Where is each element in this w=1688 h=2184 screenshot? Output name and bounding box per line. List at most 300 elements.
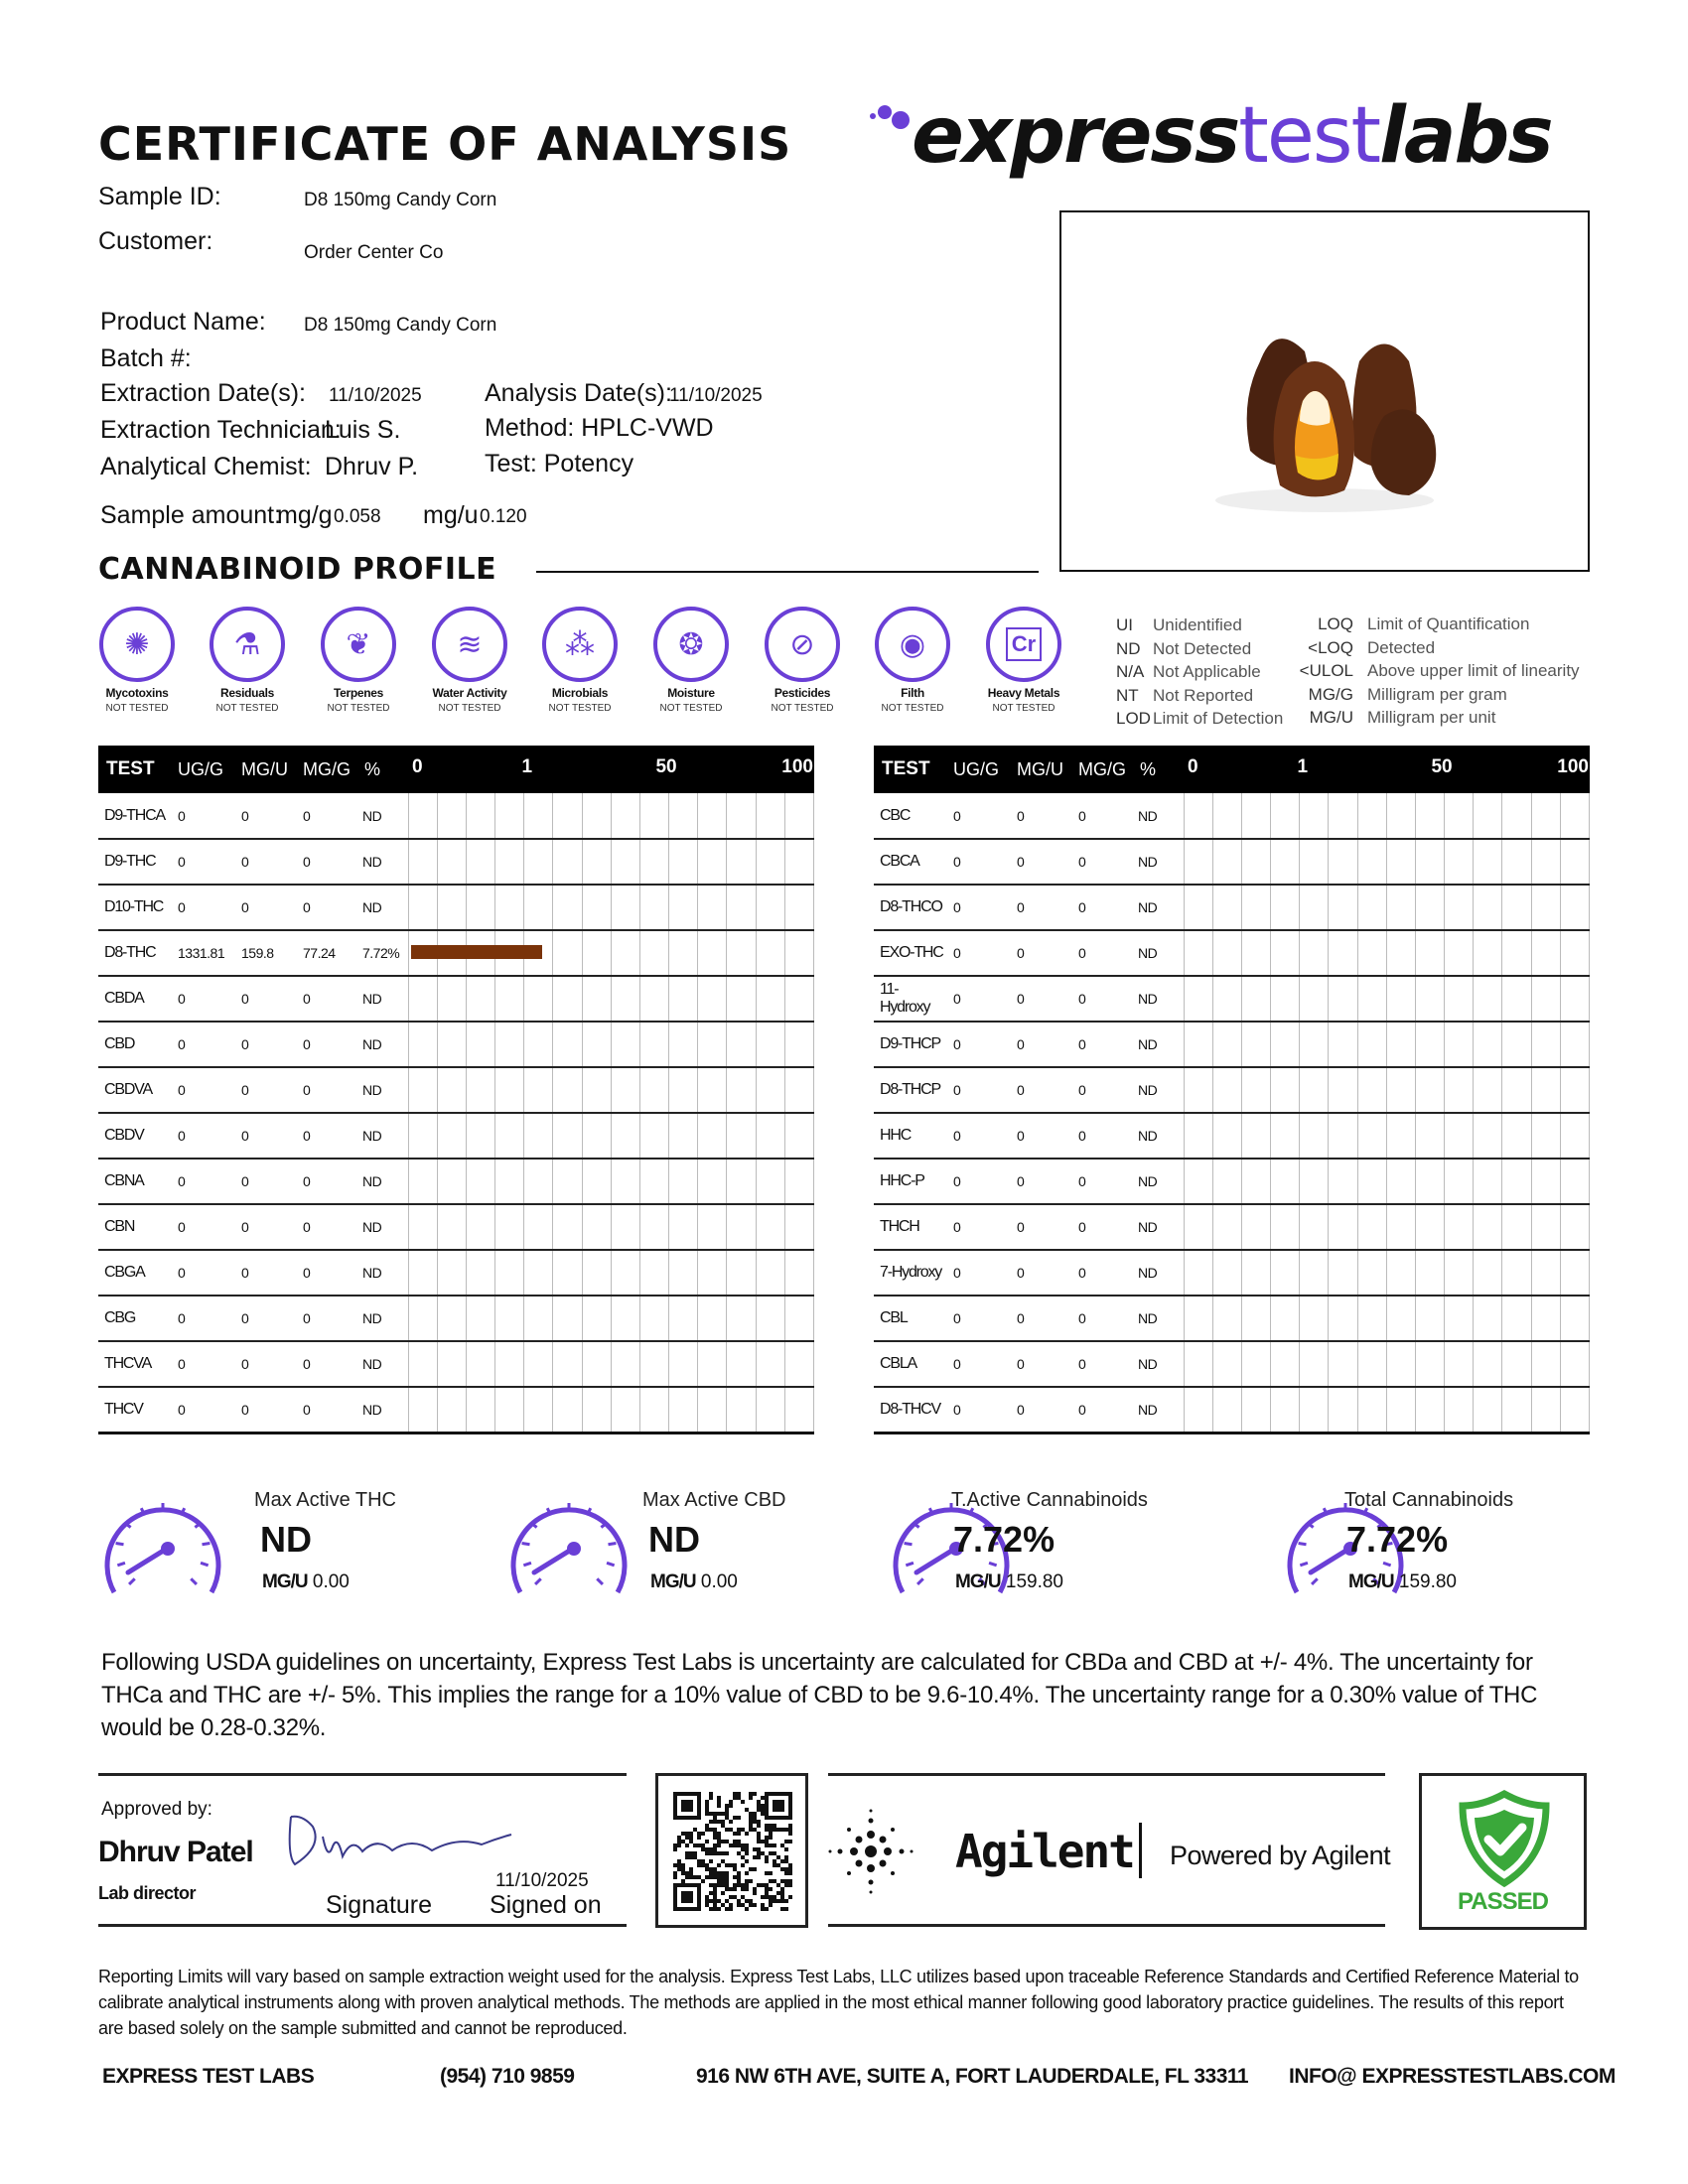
bar-cell (1184, 885, 1590, 930)
mgg-value: 0 (1070, 1341, 1132, 1387)
summary-value: 7.72% (1346, 1519, 1449, 1560)
mgu-value: 0 (1009, 1159, 1070, 1204)
analyte-name: THCH (874, 1204, 945, 1250)
mgg-value: 0 (295, 793, 356, 839)
mgu-value: 0 (1009, 1296, 1070, 1341)
mgg-value: 0 (1070, 1204, 1132, 1250)
bar-cell (1184, 1341, 1590, 1387)
bar-cell (1184, 839, 1590, 885)
analyte-name: CBDVA (98, 1067, 170, 1113)
bar-d8-thc (411, 945, 543, 959)
mgu-value: 0 (233, 1387, 295, 1433)
table-row (98, 1250, 814, 1296)
bar-cell (1184, 1387, 1590, 1433)
brand-logo: expresstestlabs (912, 91, 1552, 181)
mgg-value: 0 (295, 1250, 356, 1296)
scale-header (1184, 746, 1590, 793)
ugg-value: 0 (170, 1387, 233, 1433)
ugg-value: 0 (170, 1250, 233, 1296)
legend-item: <LOQ Detected (1308, 637, 1436, 657)
table-row (98, 1204, 814, 1250)
percent-value: ND (356, 1204, 408, 1250)
analyte-name: D8-THC (98, 930, 170, 976)
ugg-value: 0 (945, 930, 1009, 976)
mgg-value: 0 (295, 1296, 356, 1341)
agilent-brand: Agilent (955, 1825, 1134, 1878)
table-row (874, 930, 1590, 976)
approval-bottom-line (98, 1924, 627, 1927)
summary-label: Max Active THC (254, 1489, 396, 1511)
cannabinoid-table-left (98, 746, 814, 1434)
analyte-name: CBN (98, 1204, 170, 1250)
gauge-icon (98, 1489, 227, 1598)
percent-value: ND (1132, 1113, 1184, 1159)
mgg-value: 0 (1070, 1113, 1132, 1159)
percent-value: ND (356, 793, 408, 839)
percent-value: ND (1132, 1204, 1184, 1250)
mgg-value: 0 (295, 1341, 356, 1387)
summary-mgu: MG/U 159.80 (1348, 1571, 1458, 1592)
water-icon: ≋ (432, 607, 507, 682)
bar-cell (408, 839, 814, 885)
approval-top-line (98, 1773, 627, 1776)
summary-label: Total Cannabinoids (1344, 1489, 1514, 1511)
scale-label: 0 (1188, 756, 1198, 777)
mgg-value: 0 (1070, 976, 1132, 1022)
percent-value: ND (356, 839, 408, 885)
test-name: Mycotoxins (105, 686, 169, 700)
test-status: NOT TESTED (215, 703, 279, 714)
bar-cell (1184, 1296, 1590, 1341)
test-terpenes (309, 607, 408, 714)
table-row (98, 1159, 814, 1204)
ugg-value: 1331.81 (170, 930, 233, 976)
customer-label: Customer: (98, 227, 213, 255)
mgg-value: 0 (1070, 885, 1132, 930)
percent-value: ND (356, 1341, 408, 1387)
mgu-value: 0 (233, 1250, 295, 1296)
scale-label: 0 (412, 756, 423, 777)
test-status: NOT TESTED (105, 703, 169, 714)
percent-value: ND (356, 1022, 408, 1067)
test-status: NOT TESTED (438, 703, 501, 714)
mgg-value: 0 (295, 976, 356, 1022)
qr-code-frame[interactable] (655, 1773, 808, 1928)
mgg-value: 0 (295, 1067, 356, 1113)
ugg-value: 0 (170, 1067, 233, 1113)
mgg-value: 0.058 (334, 506, 381, 527)
mgg-value: 0 (1070, 1250, 1132, 1296)
batch-label: Batch #: (100, 344, 192, 372)
table-row (874, 1067, 1590, 1113)
bar-cell (408, 1250, 814, 1296)
spray-icon: ⊘ (765, 607, 840, 682)
test-name: Heavy Metals (987, 686, 1060, 700)
agilent-spark-icon (826, 1807, 915, 1896)
bar-cell (1184, 793, 1590, 839)
mgg-value: 0 (1070, 1022, 1132, 1067)
summary-value: ND (648, 1519, 700, 1560)
table-row (98, 1067, 814, 1113)
mgg-value: 0 (295, 885, 356, 930)
mgg-value: 0 (295, 1159, 356, 1204)
bar-cell (1184, 1204, 1590, 1250)
test-name: Filth (901, 686, 924, 700)
ugg-value: 0 (945, 793, 1009, 839)
table-row (98, 930, 814, 976)
percent-value: ND (356, 976, 408, 1022)
summary-mgu: MG/U 0.00 (650, 1571, 738, 1592)
chemist-value: Dhruv P. (325, 453, 419, 480)
page-title: CERTIFICATE OF ANALYSIS (98, 117, 792, 171)
percent-value: ND (356, 1250, 408, 1296)
ugg-value: 0 (945, 1159, 1009, 1204)
column-header: UG/G (170, 746, 233, 793)
column-header: TEST (874, 746, 945, 793)
bar-cell (408, 1022, 814, 1067)
approver-role: Lab director (98, 1883, 197, 1903)
sample-id-value: D8 150mg Candy Corn (304, 190, 497, 210)
analyte-name: CBL (874, 1296, 945, 1341)
percent-value: ND (1132, 839, 1184, 885)
mgu-value: 0.120 (480, 506, 527, 527)
approver-name: Dhruv Patel (98, 1836, 253, 1868)
ugg-value: 0 (945, 1387, 1009, 1433)
test-residuals (198, 607, 297, 714)
mgu-value: 0 (1009, 793, 1070, 839)
analyte-name: CBDV (98, 1113, 170, 1159)
ugg-value: 0 (170, 1022, 233, 1067)
analyte-name: D9-THCP (874, 1022, 945, 1067)
mgu-value: 0 (1009, 930, 1070, 976)
percent-value: ND (356, 885, 408, 930)
mgu-value: 0 (1009, 976, 1070, 1022)
ugg-value: 0 (945, 839, 1009, 885)
ugg-value: 0 (945, 1204, 1009, 1250)
summary-label: T.Active Cannabinoids (951, 1489, 1148, 1511)
scale-label: 100 (1557, 756, 1589, 777)
mgu-value: 0 (233, 1296, 295, 1341)
mgu-value: 0 (1009, 839, 1070, 885)
mgu-value: 0 (233, 1067, 295, 1113)
analyte-name: D8-THCO (874, 885, 945, 930)
legend-item: LOD Limit of Detection (1116, 709, 1284, 728)
mgu-value: 0 (233, 1341, 295, 1387)
ugg-value: 0 (945, 1022, 1009, 1067)
legend-item: MG/U Milligram per unit (1309, 708, 1496, 727)
approved-by-label: Approved by: (101, 1799, 212, 1820)
bar-cell (408, 793, 814, 839)
analyte-name: D10-THC (98, 885, 170, 930)
mgg-value: 0 (1070, 1159, 1132, 1204)
flask-icon: ⚗ (210, 607, 285, 682)
test-pesticides (753, 607, 852, 714)
footer-address: 916 NW 6TH AVE, SUITE A, FORT LAUDERDALE, FL 33311 (696, 2065, 1249, 2088)
mgg-value: 0 (1070, 793, 1132, 839)
table-row (98, 976, 814, 1022)
scale-header (408, 746, 814, 793)
table-row (874, 1341, 1590, 1387)
logo-bubbles-icon (867, 102, 914, 138)
mgg-value: 0 (1070, 839, 1132, 885)
mgu-value: 0 (1009, 1022, 1070, 1067)
bar-cell (408, 885, 814, 930)
test-heavy-metals (974, 607, 1073, 714)
summary-value: ND (260, 1519, 312, 1560)
test-name: Terpenes (333, 686, 384, 700)
analyte-name: CBLA (874, 1341, 945, 1387)
test-status: NOT TESTED (548, 703, 612, 714)
analyte-name: HHC-P (874, 1159, 945, 1204)
percent-value: 7.72% (356, 930, 408, 976)
analyte-name: CBGA (98, 1250, 170, 1296)
analyte-name: CBD (98, 1022, 170, 1067)
drops-icon: ❂ (653, 607, 729, 682)
analyte-name: CBCA (874, 839, 945, 885)
table-row (874, 1250, 1590, 1296)
test-name: Pesticides (774, 686, 831, 700)
ugg-value: 0 (945, 1113, 1009, 1159)
test-value: Test: Potency (485, 450, 634, 478)
table-row (874, 976, 1590, 1022)
technician-value: Luis S. (325, 416, 401, 444)
analyte-name: D8-THCP (874, 1067, 945, 1113)
mgu-value: 0 (233, 1113, 295, 1159)
bar-cell (408, 1067, 814, 1113)
shield-check-icon (1455, 1788, 1554, 1887)
table-row (874, 1204, 1590, 1250)
signed-date: 11/10/2025 (495, 1870, 589, 1891)
leaf-icon: ❦ (321, 607, 396, 682)
signature-graphic (283, 1807, 521, 1876)
percent-value: ND (1132, 976, 1184, 1022)
ugg-value: 0 (170, 1296, 233, 1341)
section-title: CANNABINOID PROFILE (98, 552, 497, 587)
bar-cell (408, 1387, 814, 1433)
mgg-value: 0 (295, 1022, 356, 1067)
column-header: % (356, 746, 408, 793)
mgg-value: 77.24 (295, 930, 356, 976)
ugg-value: 0 (170, 1113, 233, 1159)
analyte-name: THCVA (98, 1341, 170, 1387)
signed-on-label: Signed on (490, 1891, 602, 1919)
filth-icon: ◉ (875, 607, 950, 682)
test-status: NOT TESTED (771, 703, 834, 714)
product-photo-frame (1059, 210, 1590, 572)
column-header: MG/G (1070, 746, 1132, 793)
customer-value: Order Center Co (304, 242, 444, 263)
table-row (98, 793, 814, 839)
mycotoxin-icon: ✺ (99, 607, 175, 682)
test-name: Water Activity (432, 686, 507, 700)
extraction-date-value: 11/10/2025 (329, 385, 422, 406)
table-row (874, 1159, 1590, 1204)
scale-label: 1 (1297, 756, 1309, 777)
technician-label: Extraction Technician: (100, 416, 342, 444)
percent-value: ND (1132, 1250, 1184, 1296)
analyte-name: CBG (98, 1296, 170, 1341)
test-microbials (530, 607, 630, 714)
bar-cell (408, 976, 814, 1022)
column-header: MG/G (295, 746, 356, 793)
test-name: Microbials (551, 686, 609, 700)
mgg-value: 0 (1070, 930, 1132, 976)
analyte-name: D9-THC (98, 839, 170, 885)
summary-mgu: MG/U 159.80 (955, 1571, 1064, 1592)
table-row (874, 885, 1590, 930)
table-row (98, 885, 814, 930)
test-name: Residuals (220, 686, 274, 700)
bar-cell (408, 1113, 814, 1159)
powered-by-agilent: Powered by Agilent (1170, 1841, 1391, 1870)
bar-cell (408, 1341, 814, 1387)
bar-cell (1184, 1067, 1590, 1113)
legend-item: <ULOL Above upper limit of linearity (1299, 661, 1580, 680)
percent-value: ND (1132, 1296, 1184, 1341)
ugg-value: 0 (945, 1250, 1009, 1296)
analyte-name: 7-Hydroxy (874, 1250, 945, 1296)
agilent-divider (1139, 1823, 1142, 1878)
analyte-name: CBC (874, 793, 945, 839)
bar-cell (408, 930, 814, 976)
analyte-name: EXO-THC (874, 930, 945, 976)
ugg-value: 0 (945, 885, 1009, 930)
chromium-icon: Cr (986, 607, 1061, 682)
test-mycotoxins (87, 607, 187, 714)
percent-value: ND (1132, 1387, 1184, 1433)
percent-value: ND (1132, 1067, 1184, 1113)
percent-value: ND (1132, 793, 1184, 839)
mgu-value: 0 (233, 1204, 295, 1250)
signature-label: Signature (326, 1891, 433, 1919)
sample-amount-label: Sample amount: (100, 501, 282, 529)
footer-phone[interactable]: (954) 710 9859 (440, 2065, 575, 2088)
cannabinoid-table-right (874, 746, 1590, 1434)
mgg-value: 0 (1070, 1296, 1132, 1341)
ugg-value: 0 (170, 1341, 233, 1387)
analysis-date-value: 11/10/2025 (669, 385, 763, 406)
legend-item: ND Not Detected (1116, 638, 1252, 658)
analyte-name: THCV (98, 1387, 170, 1433)
column-header: % (1132, 746, 1184, 793)
chemist-label: Analytical Chemist: (100, 453, 312, 480)
legend-item: NT Not Reported (1116, 685, 1254, 705)
table-row (874, 839, 1590, 885)
candy-corn-image (1061, 212, 1588, 570)
column-header: MG/U (1009, 746, 1070, 793)
mgu-value: 0 (1009, 1341, 1070, 1387)
mgg-label: mg/g (277, 501, 333, 529)
mgu-value: 0 (1009, 1204, 1070, 1250)
ugg-value: 0 (170, 839, 233, 885)
percent-value: ND (356, 1159, 408, 1204)
mgu-value: 0 (233, 885, 295, 930)
test-status: NOT TESTED (327, 703, 390, 714)
table-row (98, 1296, 814, 1341)
analyte-name: 11-Hydroxy (874, 976, 945, 1022)
percent-value: ND (356, 1296, 408, 1341)
disclaimer: Reporting Limits will vary based on sample extraction weight used for the analysis. Express Test Labs, LLC utilizes based upon traceable Reference Standards and Certified Reference Material to calibrate analytical instruments along with proven analytical methods. The methods are applied in the most ethical manner following good laboratory practice guidelines. The results of this report are based solely on the sample submitted and cannot be reproduced. (98, 1967, 1579, 2038)
mgu-value: 0 (1009, 1113, 1070, 1159)
table-row (874, 1387, 1590, 1433)
analyte-name: HHC (874, 1113, 945, 1159)
column-header: UG/G (945, 746, 1009, 793)
analyte-name: D9-THCA (98, 793, 170, 839)
bar-cell (1184, 976, 1590, 1022)
bar-cell (1184, 930, 1590, 976)
scale-label: 1 (521, 756, 533, 777)
passed-badge (1419, 1773, 1587, 1930)
legend-item: MG/G Milligram per gram (1308, 684, 1507, 704)
footer-company: EXPRESS TEST LABS (102, 2065, 315, 2088)
ugg-value: 0 (945, 1296, 1009, 1341)
mgu-label: mg/u (423, 501, 479, 529)
section-divider (536, 571, 1039, 573)
percent-value: ND (356, 1387, 408, 1433)
analyte-name: D8-THCV (874, 1387, 945, 1433)
test-status: NOT TESTED (659, 703, 723, 714)
uncertainty-note: Following USDA guidelines on uncertainty, Express Test Labs is uncertainty are calculated for CBDa and CBD at +/- 4%. The uncertainty for THCa and THC are +/- 5%. This implies the range for a 10% value of CBD to be 9.6-10.4%. The uncertainty range for a 0.30% value of THC would be 0.28-0.32%. (101, 1649, 1538, 1741)
table-row (98, 839, 814, 885)
product-label: Product Name: (100, 308, 266, 336)
ugg-value: 0 (170, 793, 233, 839)
mgg-value: 0 (295, 1204, 356, 1250)
mgu-value: 0 (1009, 885, 1070, 930)
ugg-value: 0 (945, 1067, 1009, 1113)
gauge-icon (504, 1489, 633, 1598)
ugg-value: 0 (945, 976, 1009, 1022)
mgg-value: 0 (295, 839, 356, 885)
column-header: MG/U (233, 746, 295, 793)
percent-value: ND (1132, 885, 1184, 930)
percent-value: ND (1132, 930, 1184, 976)
test-water-activity (420, 607, 519, 714)
mgu-value: 0 (233, 793, 295, 839)
ugg-value: 0 (170, 885, 233, 930)
mgu-value: 0 (1009, 1250, 1070, 1296)
mgg-value: 0 (1070, 1387, 1132, 1433)
table-row (98, 1387, 814, 1433)
test-status: NOT TESTED (992, 703, 1055, 714)
mgu-value: 0 (233, 1159, 295, 1204)
mgg-value: 0 (1070, 1067, 1132, 1113)
column-header: TEST (98, 746, 170, 793)
table-row (98, 1113, 814, 1159)
analyte-name: CBDA (98, 976, 170, 1022)
test-moisture (641, 607, 741, 714)
extraction-date-label: Extraction Date(s): (100, 379, 307, 407)
bar-cell (1184, 1159, 1590, 1204)
sample-id-label: Sample ID: (98, 183, 221, 210)
mgg-value: 0 (295, 1113, 356, 1159)
summary-label: Max Active CBD (642, 1489, 786, 1511)
bar-cell (408, 1296, 814, 1341)
table-row (874, 793, 1590, 839)
analysis-date-label: Analysis Date(s): (485, 379, 672, 407)
mgu-value: 0 (1009, 1067, 1070, 1113)
table-row (874, 1022, 1590, 1067)
summary-mgu: MG/U 0.00 (262, 1571, 350, 1592)
percent-value: ND (1132, 1159, 1184, 1204)
test-filth (863, 607, 962, 714)
summary-value: 7.72% (953, 1519, 1055, 1560)
ugg-value: 0 (170, 1204, 233, 1250)
footer-email[interactable]: INFO@ EXPRESSTESTLABS.COM (1289, 2065, 1616, 2088)
bar-cell (408, 1159, 814, 1204)
qr-code-icon (673, 1792, 792, 1911)
legend-item: UI Unidentified (1116, 615, 1242, 634)
mgu-value: 0 (1009, 1387, 1070, 1433)
